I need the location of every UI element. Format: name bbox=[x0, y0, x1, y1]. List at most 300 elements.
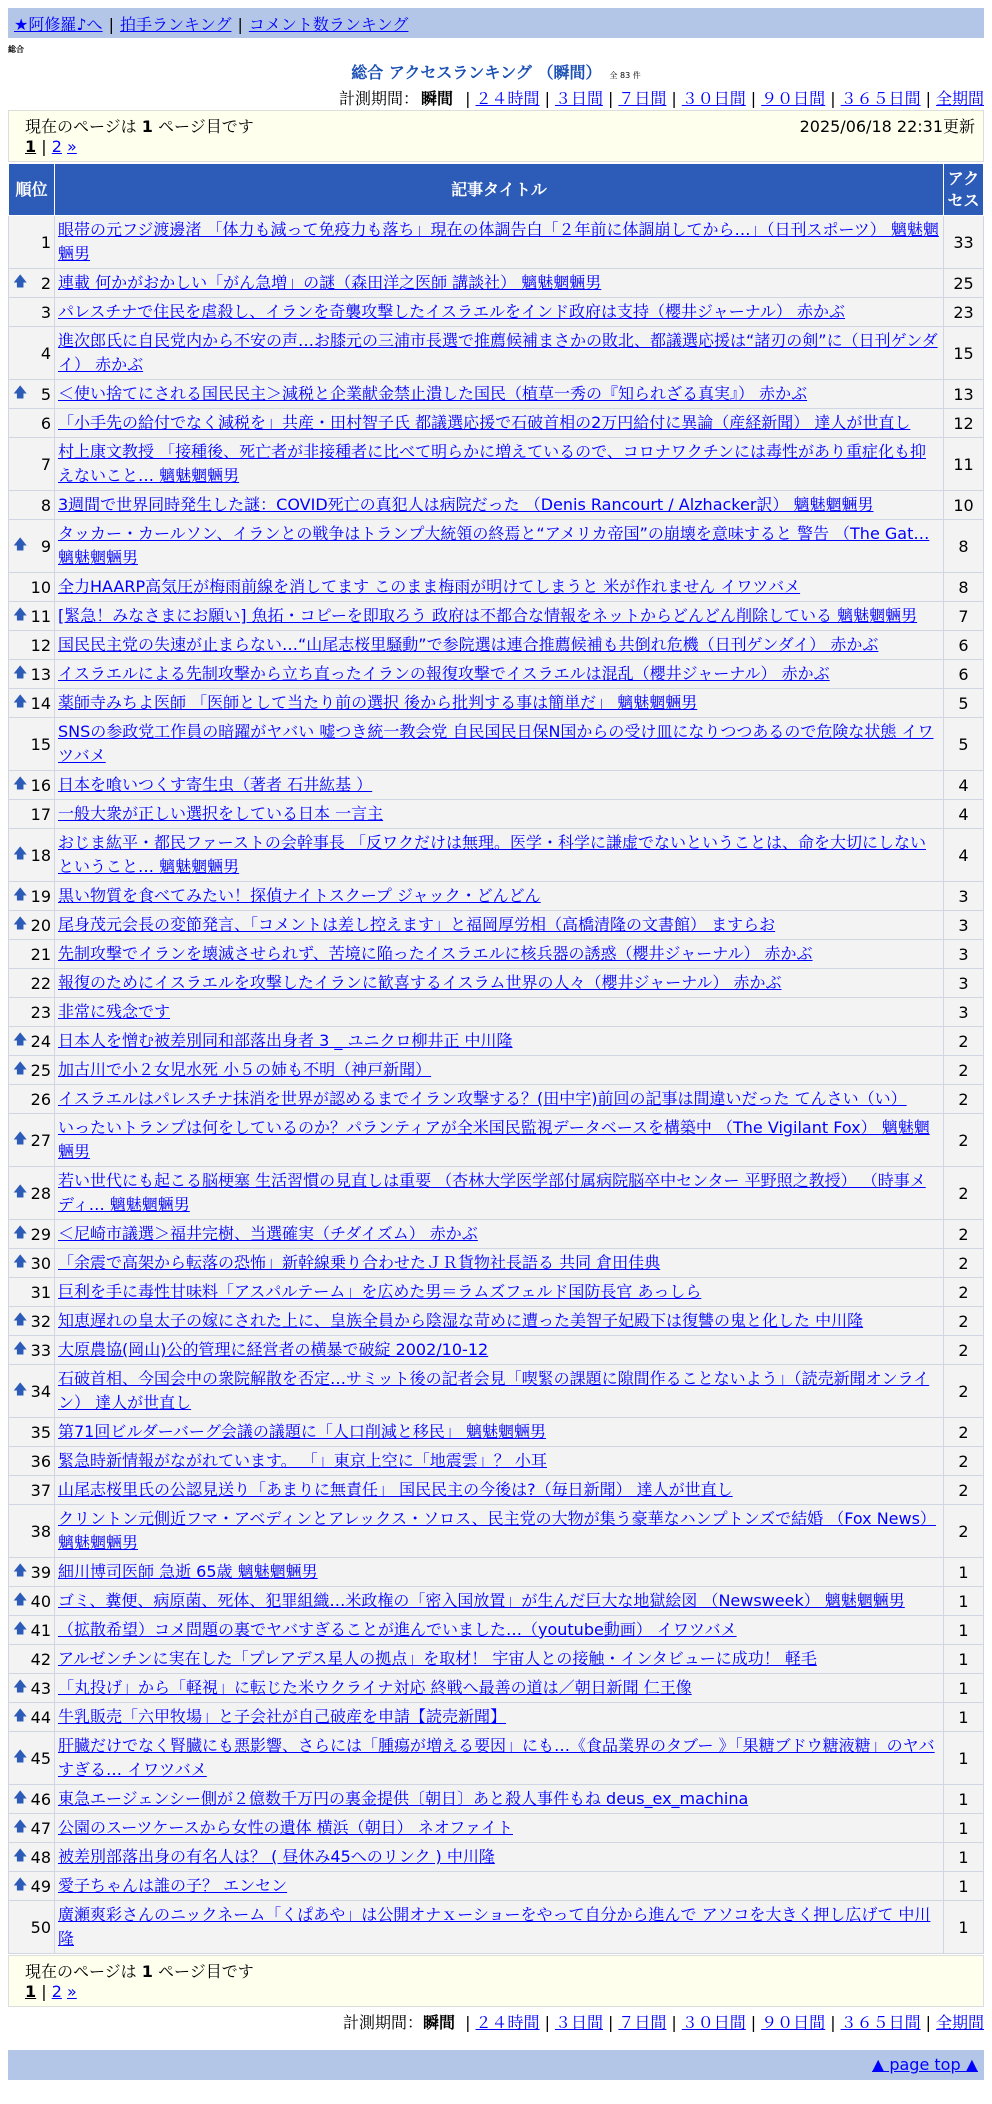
rank-up-arrow-icon: 🡅 bbox=[13, 1341, 28, 1357]
page-top-link[interactable]: ▲ page top ▲ bbox=[871, 2055, 978, 2074]
access-count: 3 bbox=[944, 940, 984, 969]
access-count: 1 bbox=[944, 1814, 984, 1843]
rank-cell bbox=[9, 1307, 55, 1336]
title-cell bbox=[55, 998, 944, 1027]
pager-bottom bbox=[8, 1955, 984, 2007]
table-row bbox=[9, 1365, 984, 1418]
article-link[interactable]: 非常に残念です bbox=[58, 1002, 171, 1021]
status-pre: 現在のページは bbox=[25, 1962, 137, 1981]
access-count: 2 bbox=[944, 1085, 984, 1114]
table-row bbox=[9, 911, 984, 940]
article-link[interactable]: 先制攻撃でイランを壊滅させられず、苦境に陥ったイスラエルに核兵器の誘惑（櫻井ジャーナル） 赤かぶ bbox=[58, 944, 813, 963]
period-option-link[interactable]: ２４時間 bbox=[475, 2013, 540, 2032]
table-row bbox=[9, 1872, 984, 1901]
title-cell bbox=[55, 689, 944, 718]
period-option-link[interactable]: ７日間 bbox=[618, 89, 667, 108]
access-count: 4 bbox=[944, 829, 984, 882]
table-row bbox=[9, 1732, 984, 1785]
table-row bbox=[9, 1674, 984, 1703]
title-cell bbox=[55, 660, 944, 689]
rank-cell bbox=[9, 520, 55, 573]
rank-cell bbox=[9, 1167, 55, 1220]
bottom-bar bbox=[8, 2050, 984, 2080]
access-count: 8 bbox=[944, 520, 984, 573]
access-count: 4 bbox=[944, 771, 984, 800]
title-cell bbox=[55, 1220, 944, 1249]
article-link[interactable]: 日本を喰いつくす寄生虫（著者 石井紘基 ） bbox=[58, 775, 373, 794]
period-label: 計測期間： bbox=[339, 89, 420, 108]
article-link[interactable]: 山尾志桜里氏の公認見送り「あまりに無責任」 国民民主の今後は?（毎日新聞） 達人が世直し bbox=[58, 1480, 733, 1499]
title-cell bbox=[55, 1645, 944, 1674]
period-separator: | bbox=[925, 89, 931, 108]
rank-cell bbox=[9, 1616, 55, 1645]
article-link[interactable]: アルゼンチンに実在した「プレアデス星人の拠点」を取材！ 宇宙人との接触・インタビューに成功！ 軽毛 bbox=[58, 1649, 817, 1668]
article-link[interactable]: 石破首相、今国会中の衆院解散を否定…サミット後の記者会見「喫緊の課題に隙間作ることないよう」（読売新聞オンライン） 達人が世直し bbox=[58, 1369, 930, 1412]
nav-separator: | bbox=[108, 15, 114, 34]
article-link[interactable]: 牛乳販売「六甲牧場」と子会社が自己破産を申請【読売新聞】 bbox=[58, 1707, 507, 1726]
article-link[interactable]: 「丸投げ」から「軽視」に転じた米ウクライナ対応 終戦へ最善の道は／朝日新聞 仁王像 bbox=[58, 1678, 692, 1697]
access-count: 3 bbox=[944, 969, 984, 998]
ranking-body bbox=[9, 216, 984, 1954]
rank-up-arrow-icon: 🡅 bbox=[13, 1790, 28, 1806]
article-link[interactable]: 尾身茂元会長の変節発言、「コメントは差し控えます」と福岡厚労相（高橋清隆の文書館） ますらお bbox=[58, 915, 776, 934]
article-link[interactable]: 愛子ちゃんは誰の子？ エンセン bbox=[58, 1876, 288, 1895]
title-cell bbox=[55, 327, 944, 380]
rank-up-arrow-icon: 🡅 bbox=[13, 1131, 28, 1147]
article-link[interactable]: 「余震で高架から転落の恐怖」新幹線乗り合わせたＪＲ貨物社長語る 共同 倉田佳典 bbox=[58, 1253, 661, 1272]
table-row bbox=[9, 998, 984, 1027]
title-cell bbox=[55, 438, 944, 491]
period-separator: | bbox=[830, 89, 836, 108]
access-count: 11 bbox=[944, 438, 984, 491]
article-link[interactable]: 知恵遅れの皇太子の嫁にされた上に、皇族全員から陰湿な苛めに遭った美智子妃殿下は復讐の鬼と化した 中川隆 bbox=[58, 1311, 864, 1330]
article-link[interactable]: ＜尼崎市議選＞福井完樹、当選確実（チダイズム） 赤かぶ bbox=[58, 1224, 478, 1243]
period-separator: | bbox=[925, 2013, 931, 2032]
access-count: 1 bbox=[944, 1872, 984, 1901]
title-cell bbox=[55, 602, 944, 631]
article-link[interactable]: 国民民主党の失速が止まらない…“山尾志桜里騒動”で参院選は連合推薦候補も共倒れ危機（日刊ゲンダイ） 赤かぶ bbox=[58, 635, 879, 654]
rank-number: 5 bbox=[40, 384, 51, 404]
period-separator: | bbox=[750, 2013, 757, 2032]
updated-time: 2025/06/18 22:31更新 bbox=[799, 117, 975, 136]
table-row bbox=[9, 718, 984, 771]
rank-up-arrow-icon: 🡅 bbox=[13, 1819, 28, 1835]
title-cell bbox=[55, 1249, 944, 1278]
top-nav-bar bbox=[8, 8, 984, 38]
title-cell bbox=[55, 1674, 944, 1703]
table-row bbox=[9, 1056, 984, 1085]
table-row bbox=[9, 1167, 984, 1220]
article-link[interactable]: 加古川で小２女児水死 小５の姉も不明（神戸新聞） bbox=[58, 1060, 432, 1079]
nav-separator: | bbox=[237, 15, 243, 34]
article-link[interactable]: 廣瀬爽彩さんのニックネーム「くぱあや」は公開オナｘーショーをやって自分から進んで アソコを大きく押し広げて 中川隆 bbox=[58, 1905, 931, 1948]
rank-up-arrow-icon: 🡅 bbox=[13, 1061, 28, 1077]
rank-number: 49 bbox=[30, 1876, 51, 1896]
rank-number: 18 bbox=[30, 845, 51, 865]
period-separator: | bbox=[671, 89, 677, 108]
title-cell bbox=[55, 1336, 944, 1365]
article-link[interactable]: 細川博司医師 急逝 65歳 魑魅魍魎男 bbox=[58, 1562, 318, 1581]
rank-cell bbox=[9, 1505, 55, 1558]
period-separator: | bbox=[465, 2013, 471, 2032]
period-option-link[interactable]: 全期間 bbox=[935, 2013, 984, 2032]
rank-number: 3 bbox=[40, 302, 51, 322]
rank-cell bbox=[9, 1732, 55, 1785]
table-row bbox=[9, 882, 984, 911]
rank-cell bbox=[9, 1114, 55, 1167]
access-count: 1 bbox=[944, 1703, 984, 1732]
table-row bbox=[9, 409, 984, 438]
period-separator: | bbox=[607, 89, 614, 108]
rank-up-arrow-icon: 🡅 bbox=[13, 1592, 28, 1608]
rank-number: 12 bbox=[30, 635, 51, 655]
title-cell bbox=[55, 1476, 944, 1505]
rank-cell bbox=[9, 602, 55, 631]
access-count: 1 bbox=[944, 1843, 984, 1872]
access-count: 8 bbox=[944, 573, 984, 602]
article-link[interactable]: 東急エージェンシー側が２億数千万円の裏金提供〔朝日〕あと殺人事件もね deus_ex_machina bbox=[58, 1789, 749, 1808]
access-count: 23 bbox=[944, 298, 984, 327]
title-cell bbox=[55, 771, 944, 800]
status-pre: 現在のページは bbox=[25, 117, 137, 136]
table-row bbox=[9, 1418, 984, 1447]
table-row bbox=[9, 602, 984, 631]
access-count: 3 bbox=[944, 911, 984, 940]
title-cell bbox=[55, 216, 944, 269]
period-option-link[interactable]: ３日間 bbox=[554, 89, 603, 108]
access-count: 2 bbox=[944, 1056, 984, 1085]
access-count: 1 bbox=[944, 1616, 984, 1645]
rank-cell bbox=[9, 940, 55, 969]
article-link[interactable]: [緊急！みなさまにお願い] 魚拓・コピーを即取ろう 政府は不都合な情報をネットからどんどん削除している 魑魅魍魎男 bbox=[58, 606, 918, 625]
article-link[interactable]: 巨利を手に毒性甘味料「アスパルテーム」を広めた男＝ラムズフェルド国防長官 あっしら bbox=[58, 1282, 702, 1301]
table-row bbox=[9, 800, 984, 829]
title-cell bbox=[55, 940, 944, 969]
access-count: 6 bbox=[944, 660, 984, 689]
article-link[interactable]: クリントン元側近フマ・アベディンとアレックス・ソロス、民主党の大物が集う豪華なハンプトンズで結婚 （Fox News） 魑魅魍魎男 bbox=[58, 1509, 936, 1552]
access-count: 33 bbox=[944, 216, 984, 269]
rank-cell bbox=[9, 718, 55, 771]
period-option-link[interactable]: ３０日間 bbox=[681, 89, 746, 108]
rank-number: 17 bbox=[30, 804, 51, 824]
article-link[interactable]: 日本人を憎む被差別同和部落出身者 3 _ ユニクロ柳井正 中川隆 bbox=[58, 1031, 513, 1050]
table-row bbox=[9, 1249, 984, 1278]
title-cell bbox=[55, 829, 944, 882]
rank-cell bbox=[9, 327, 55, 380]
article-link[interactable]: 黒い物質を食べてみたい！探偵ナイトスクープ ジャック・どんどん bbox=[58, 886, 541, 905]
table-row bbox=[9, 1814, 984, 1843]
rank-cell bbox=[9, 1843, 55, 1872]
rank-number: 20 bbox=[30, 915, 51, 935]
table-row bbox=[9, 1785, 984, 1814]
rank-number: 4 bbox=[40, 343, 51, 363]
page-2-link[interactable]: 2 bbox=[51, 1982, 62, 2001]
period-option-link[interactable]: ９０日間 bbox=[761, 2013, 826, 2032]
title-cell bbox=[55, 298, 944, 327]
rank-cell bbox=[9, 1365, 55, 1418]
access-count: 2 bbox=[944, 1476, 984, 1505]
table-row bbox=[9, 380, 984, 409]
rank-cell bbox=[9, 689, 55, 718]
period-option-link[interactable]: ３６５日間 bbox=[840, 89, 921, 108]
table-row bbox=[9, 1901, 984, 1954]
rank-number: 8 bbox=[40, 495, 51, 515]
table-row bbox=[9, 327, 984, 380]
rank-up-arrow-icon: 🡅 bbox=[13, 846, 28, 862]
rank-number: 39 bbox=[30, 1562, 51, 1582]
table-row bbox=[9, 216, 984, 269]
table-row bbox=[9, 771, 984, 800]
rank-cell bbox=[9, 380, 55, 409]
home-link[interactable]: ★阿修羅♪へ bbox=[14, 15, 103, 34]
rank-cell bbox=[9, 409, 55, 438]
article-link[interactable]: おじま紘平・都民ファーストの会幹事長 「反ワクだけは無理。医学・科学に謙虚でないということは、命を大切にしないということ… 魑魅魍魎男 bbox=[58, 833, 926, 876]
status-page: 1 bbox=[141, 117, 153, 136]
title-cell bbox=[55, 1418, 944, 1447]
table-row bbox=[9, 1085, 984, 1114]
rank-number: 35 bbox=[30, 1422, 51, 1442]
table-row bbox=[9, 438, 984, 491]
rank-number: 6 bbox=[40, 413, 51, 433]
title-cell bbox=[55, 969, 944, 998]
access-count: 3 bbox=[944, 882, 984, 911]
period-option-link[interactable]: ７日間 bbox=[618, 2013, 667, 2032]
table-row bbox=[9, 1447, 984, 1476]
article-link[interactable]: 肝臓だけでなく腎臓にも悪影響、さらには「腫瘍が増える要因」にも…《食品業界のタブー 》「果糖ブドウ糖液糖」のヤバすぎる… イワツバメ bbox=[58, 1736, 935, 1779]
rank-cell bbox=[9, 1447, 55, 1476]
rank-cell bbox=[9, 1674, 55, 1703]
rank-number: 29 bbox=[30, 1224, 51, 1244]
ranking-table bbox=[8, 163, 984, 1954]
rank-cell bbox=[9, 631, 55, 660]
title-cell bbox=[55, 1703, 944, 1732]
rank-cell bbox=[9, 998, 55, 1027]
table-row bbox=[9, 1114, 984, 1167]
page-current: 1 bbox=[25, 1982, 37, 2001]
article-link[interactable]: イスラエルによる先制攻撃から立ち直ったイランの報復攻撃でイスラエルは混乱（櫻井ジャーナル） 赤かぶ bbox=[58, 664, 830, 683]
rank-cell bbox=[9, 1814, 55, 1843]
next-page-link[interactable]: » bbox=[67, 1982, 77, 2001]
status-post: ページ目です bbox=[158, 117, 254, 136]
title-cell bbox=[55, 380, 944, 409]
article-link[interactable]: 第71回ビルダーバーグ会議の議題に「人口削減と移民」 魑魅魍魎男 bbox=[58, 1422, 547, 1441]
access-count: 2 bbox=[944, 1220, 984, 1249]
table-row bbox=[9, 1220, 984, 1249]
access-count: 7 bbox=[944, 602, 984, 631]
rank-up-arrow-icon: 🡅 bbox=[13, 274, 28, 290]
rank-cell bbox=[9, 1220, 55, 1249]
table-row bbox=[9, 969, 984, 998]
article-link[interactable]: 3週間で世界同時発生した謎：COVID死亡の真犯人は病院だった （Denis Rancourt / Alzhacker訳） 魑魅魍魎男 bbox=[58, 495, 874, 514]
table-row bbox=[9, 1645, 984, 1674]
article-link[interactable]: 報復のためにイスラエルを攻撃したイランに歓喜するイスラム世界の人々（櫻井ジャーナル） 赤かぶ bbox=[58, 973, 782, 992]
rank-number: 45 bbox=[30, 1748, 51, 1768]
title-cell bbox=[55, 1027, 944, 1056]
article-link[interactable]: 公園のスーツケースから女性の遺体 横浜（朝日） ネオファイト bbox=[58, 1818, 513, 1837]
article-link[interactable]: SNSの参政党工作員の暗躍がヤバい 嘘つき統一教会党 自民国民日保N国からの受け皿になりつつあるので危険な状態 イワツバメ bbox=[58, 722, 934, 765]
col-access-header: アクセス bbox=[944, 164, 984, 216]
title-cell bbox=[55, 1365, 944, 1418]
title-cell bbox=[55, 882, 944, 911]
title-cell bbox=[55, 269, 944, 298]
access-count: 1 bbox=[944, 1732, 984, 1785]
status-post: ページ目です bbox=[158, 1962, 254, 1981]
access-count: 25 bbox=[944, 269, 984, 298]
period-option-link[interactable]: ２４時間 bbox=[475, 89, 540, 108]
title-cell bbox=[55, 718, 944, 771]
access-count: 1 bbox=[944, 1645, 984, 1674]
rank-up-arrow-icon: 🡅 bbox=[13, 1254, 28, 1270]
rank-number: 11 bbox=[30, 606, 51, 626]
access-count: 13 bbox=[944, 380, 984, 409]
rank-cell bbox=[9, 829, 55, 882]
article-link[interactable]: 緊急時新情報がながれています。 「」東京上空に「地震雲」？ 小耳 bbox=[58, 1451, 547, 1470]
article-link[interactable]: 村上康文教授 「接種後、死亡者が非接種者に比べて明らかに増えているので、コロナワクチンには毒性があり重症化も抑えないこと… 魑魅魍魎男 bbox=[58, 442, 926, 485]
table-row bbox=[9, 829, 984, 882]
table-row bbox=[9, 1843, 984, 1872]
rank-number: 15 bbox=[30, 734, 51, 754]
clap-ranking-link[interactable]: 拍手ランキング bbox=[119, 15, 232, 34]
table-row bbox=[9, 491, 984, 520]
access-count: 3 bbox=[944, 998, 984, 1027]
rank-cell bbox=[9, 1027, 55, 1056]
title-cell bbox=[55, 1587, 944, 1616]
rank-cell bbox=[9, 660, 55, 689]
rank-cell bbox=[9, 1476, 55, 1505]
rank-number: 42 bbox=[30, 1649, 51, 1669]
table-row bbox=[9, 1278, 984, 1307]
rank-cell bbox=[9, 1056, 55, 1085]
access-count: 1 bbox=[944, 1558, 984, 1587]
rank-cell bbox=[9, 1785, 55, 1814]
pager-sep: | bbox=[41, 1982, 47, 2001]
access-count: 12 bbox=[944, 409, 984, 438]
rank-up-arrow-icon: 🡅 bbox=[13, 776, 28, 792]
rank-number: 50 bbox=[30, 1917, 51, 1937]
title-cell bbox=[55, 1843, 944, 1872]
rank-up-arrow-icon: 🡅 bbox=[13, 694, 28, 710]
period-current: 瞬間 bbox=[423, 2013, 456, 2032]
period-separator: | bbox=[544, 89, 550, 108]
period-separator: | bbox=[671, 2013, 677, 2032]
article-link[interactable]: 全力HAARP高気圧が梅雨前線を消してます このまま梅雨が明けてしまうと 米が作れません イワツバメ bbox=[58, 577, 801, 596]
rank-number: 43 bbox=[30, 1678, 51, 1698]
pager-top bbox=[8, 110, 984, 162]
period-option-link[interactable]: ３６５日間 bbox=[840, 2013, 921, 2032]
rank-number: 9 bbox=[40, 536, 51, 556]
col-title-header: 記事タイトル bbox=[55, 164, 944, 216]
period-separator: | bbox=[465, 89, 471, 108]
access-count: 15 bbox=[944, 327, 984, 380]
page-title bbox=[0, 60, 992, 83]
article-link[interactable]: 被差別部落出身の有名人は？ ( 昼休み45へのリンク ) 中川隆 bbox=[58, 1847, 495, 1866]
rank-up-arrow-icon: 🡅 bbox=[13, 1679, 28, 1695]
article-link[interactable]: 大原農協(岡山)公的管理に経営者の横暴で破綻 2002/10-12 bbox=[58, 1340, 489, 1359]
title-cell bbox=[55, 1307, 944, 1336]
rank-cell bbox=[9, 1558, 55, 1587]
article-link[interactable]: 薬師寺みちよ医師 「医師として当たり前の選択 後から批判する事は簡単だ」 魑魅魍魎男 bbox=[58, 693, 698, 712]
rank-number: 26 bbox=[30, 1089, 51, 1109]
period-option-link[interactable]: 全期間 bbox=[935, 89, 984, 108]
rank-number: 46 bbox=[30, 1789, 51, 1809]
pager-status-bottom bbox=[9, 1956, 983, 1980]
rank-cell bbox=[9, 1249, 55, 1278]
rank-cell bbox=[9, 438, 55, 491]
rank-number: 14 bbox=[30, 693, 51, 713]
period-option-link[interactable]: ９０日間 bbox=[761, 89, 826, 108]
period-links bbox=[460, 2013, 984, 2032]
rank-number: 1 bbox=[40, 232, 51, 252]
rank-cell bbox=[9, 969, 55, 998]
article-link[interactable]: （拡散希望）コメ問題の裏でヤバすぎることが進んでいました…（youtube動画） イワツバメ bbox=[58, 1620, 737, 1639]
period-option-link[interactable]: ３日間 bbox=[554, 2013, 603, 2032]
article-link[interactable]: タッカー・カールソン、イランとの戦争はトランプ大統領の終焉と“アメリカ帝国”の崩壊を意味すると 警告 （The Gat… 魑魅魍魎男 bbox=[58, 524, 930, 567]
article-link[interactable]: 一般大衆が正しい選択をしている日本 一言主 bbox=[58, 804, 384, 823]
rank-number: 28 bbox=[30, 1183, 51, 1203]
article-link[interactable]: 若い世代にも起こる脳梗塞 生活習慣の見直しは重要 （杏林大学医学部付属病院脳卒中センター 平野照之教授） （時事メディ… 魑魅魍魎男 bbox=[58, 1171, 926, 1214]
article-link[interactable]: ゴミ、糞便、病原菌、死体、犯罪組織…米政権の「密入国放置」が生んだ巨大な地獄絵図 （Newsweek） 魑魅魍魎男 bbox=[58, 1591, 905, 1610]
rank-up-arrow-icon: 🡅 bbox=[13, 1184, 28, 1200]
rank-cell bbox=[9, 298, 55, 327]
article-link[interactable]: 連載 何かがおかしい「がん急増」の謎（森田洋之医師 講談社） 魑魅魍魎男 bbox=[58, 273, 602, 292]
comment-ranking-link[interactable]: コメント数ランキング bbox=[248, 15, 409, 34]
access-count: 1 bbox=[944, 1674, 984, 1703]
access-count: 1 bbox=[944, 1785, 984, 1814]
access-count: 2 bbox=[944, 1114, 984, 1167]
rank-up-arrow-icon: 🡅 bbox=[13, 916, 28, 932]
page-2-link[interactable]: 2 bbox=[51, 137, 62, 156]
title-cell bbox=[55, 1056, 944, 1085]
article-link[interactable]: 進次郎氏に自民党内から不安の声…お膝元の三浦市長選で推薦候補まさかの敗北、都議選応援は“諸刃の剣”に（日刊ゲンダイ） 赤かぶ bbox=[58, 331, 938, 374]
article-link[interactable]: イスラエルはパレスチナ抹消を世界が認めるまでイラン攻撃する？(田中宇)前回の記事は間違いだった てんさい（い） bbox=[58, 1089, 907, 1108]
next-page-link[interactable]: » bbox=[67, 137, 77, 156]
rank-up-arrow-icon: 🡅 bbox=[13, 1563, 28, 1579]
title-cell bbox=[55, 1558, 944, 1587]
rank-up-arrow-icon: 🡅 bbox=[13, 1848, 28, 1864]
rank-number: 27 bbox=[30, 1130, 51, 1150]
table-row bbox=[9, 1307, 984, 1336]
period-option-link[interactable]: ３０日間 bbox=[681, 2013, 746, 2032]
article-link[interactable]: いったいトランプは何をしているのか？パランティアが全米国民監視データベースを構築中 （The Vigilant Fox） 魑魅魍魎男 bbox=[58, 1118, 930, 1161]
rank-up-arrow-icon: 🡅 bbox=[13, 1312, 28, 1328]
rank-number: 48 bbox=[30, 1847, 51, 1867]
access-count: 2 bbox=[944, 1278, 984, 1307]
table-row bbox=[9, 1558, 984, 1587]
article-link[interactable]: 「小手先の給付でなく減税を」共産・田村智子氏 都議選応援で石破首相の2万円給付に異論（産経新聞） 達人が世直し bbox=[58, 413, 911, 432]
article-link[interactable]: ＜使い捨てにされる国民民主＞減税と企業献金禁止潰した国民（植草一秀の『知られざる真実』） 赤かぶ bbox=[58, 384, 808, 403]
rank-cell bbox=[9, 1645, 55, 1674]
access-count: 5 bbox=[944, 718, 984, 771]
rank-cell bbox=[9, 1587, 55, 1616]
access-count: 2 bbox=[944, 1027, 984, 1056]
table-row bbox=[9, 1505, 984, 1558]
title-cell bbox=[55, 1901, 944, 1954]
access-count: 4 bbox=[944, 800, 984, 829]
rank-number: 24 bbox=[30, 1031, 51, 1051]
article-link[interactable]: パレスチナで住民を虐殺し、イランを奇襲攻撃したイスラエルをインド政府は支持（櫻井ジャーナル） 赤かぶ bbox=[58, 302, 846, 321]
total-count: 全 83 件 bbox=[609, 71, 641, 80]
table-row bbox=[9, 269, 984, 298]
title-cell bbox=[55, 1732, 944, 1785]
article-link[interactable]: 眼帯の元フジ渡邊渚 「体力も減って免疫力も落ち」現在の体調告白「２年前に体調崩してから…」（日刊スポーツ） 魑魅魍魎男 bbox=[58, 220, 939, 263]
pager-sep: | bbox=[41, 137, 47, 156]
table-row bbox=[9, 940, 984, 969]
rank-number: 7 bbox=[40, 454, 51, 474]
rank-number: 47 bbox=[30, 1818, 51, 1838]
title-cell bbox=[55, 1278, 944, 1307]
rank-number: 30 bbox=[30, 1253, 51, 1273]
access-count: 6 bbox=[944, 631, 984, 660]
